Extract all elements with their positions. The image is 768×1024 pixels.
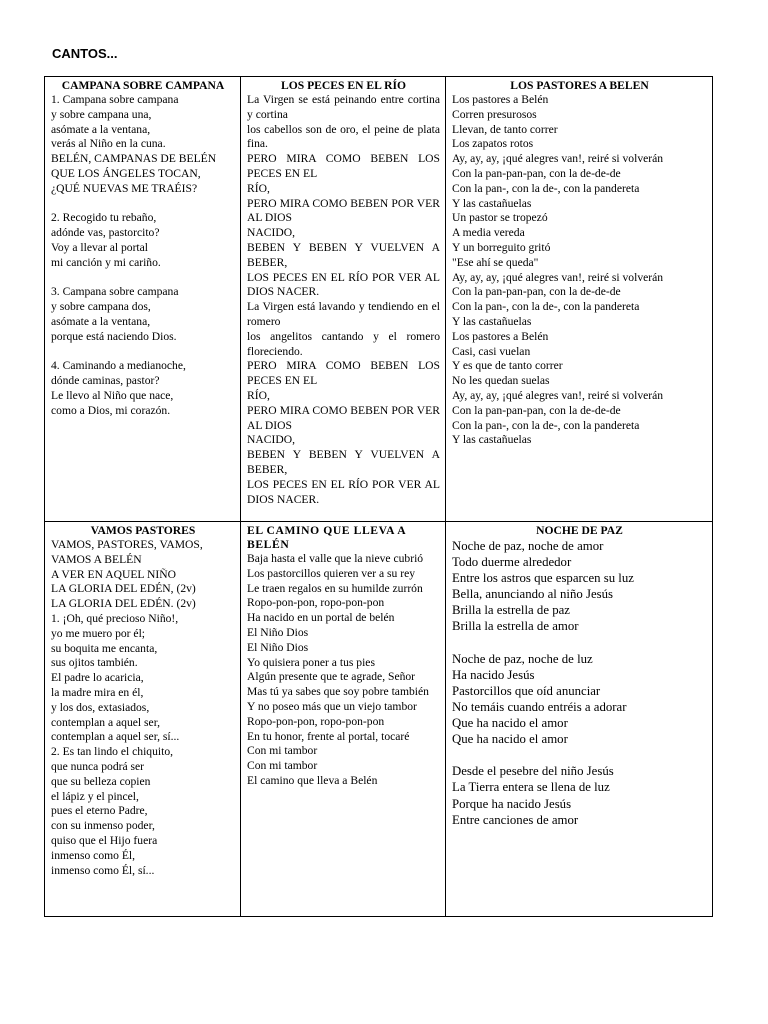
lyric-line: Ropo-pon-pon, ropo-pon-pon <box>247 596 385 610</box>
lyric-line: 1. Campana sobre campana <box>51 93 179 106</box>
stanza-break <box>452 635 707 651</box>
song-title: VAMOS PASTORES <box>90 524 196 537</box>
stanza-break <box>51 271 235 286</box>
song-title: EL CAMINO QUE LLEVA A BELÉN <box>247 524 406 551</box>
song-lyrics <box>247 552 440 789</box>
lyric-line: El Niño Dios <box>247 640 309 654</box>
song-lyrics <box>247 93 440 507</box>
lyric-line: Casi, casi vuelan <box>452 344 531 358</box>
song-title: CAMPANA SOBRE CAMPANA <box>61 79 225 92</box>
lyric-line: PERO MIRA COMO BEBEN POR VER AL DIOS <box>247 196 440 225</box>
song-title: LOS PECES EN EL RÍO <box>281 79 406 92</box>
lyric-line: que nunca podrá ser <box>51 759 145 773</box>
lyric-line: Noche de paz, noche de luz <box>452 651 593 666</box>
lyric-line: y sobre campana dos, <box>51 300 151 314</box>
lyric-line: La Virgen está lavando y tendiendo en el romero <box>247 300 440 328</box>
lyric-line: porque está naciendo Dios. <box>51 329 177 343</box>
lyric-line: BELÉN, CAMPANAS DE BELÉN <box>51 152 217 166</box>
lyric-line: Con la pan-pan-pan, con la de-de-de <box>452 166 621 180</box>
song-title: LOS PASTORES A BELEN <box>510 79 649 92</box>
lyric-line: VAMOS A BELÉN <box>51 552 142 566</box>
lyric-line: LA GLORIA DEL EDÉN, (2v) <box>51 582 196 596</box>
lyric-line: Con mi tambor <box>247 759 318 773</box>
lyric-line: 3. Campana sobre campana <box>51 285 179 299</box>
lyric-line: y sobre campana una, <box>51 107 152 121</box>
lyric-line: VAMOS, PASTORES, VAMOS, <box>51 538 203 551</box>
lyric-line: los angelitos cantando y el romero floreciendo. <box>247 329 440 358</box>
lyric-line: LOS PECES EN EL RÍO POR VER AL DIOS NACER. <box>247 477 440 506</box>
lyric-line: Con la pan-, con la de-, con la pandereta <box>452 181 640 195</box>
lyric-line: Y las castañuelas <box>452 314 532 328</box>
lyric-line: Entre canciones de amor <box>452 812 579 827</box>
lyric-line: Bella, anunciando al niño Jesús <box>452 587 613 602</box>
song-cell-peces <box>241 77 446 522</box>
lyric-line: LOS PECES EN EL RÍO POR VER AL DIOS NACER. <box>247 270 440 299</box>
lyric-line: Con mi tambor <box>247 744 318 758</box>
lyric-line: adónde vas, pastorcito? <box>51 226 160 240</box>
lyric-line: Brilla la estrella de amor <box>452 619 579 634</box>
table-row <box>45 77 713 522</box>
lyric-line: Entre los astros que esparcen su luz <box>452 571 634 586</box>
page-heading: CANTOS... <box>52 46 118 61</box>
lyric-line: dónde caminas, pastor? <box>51 374 160 388</box>
lyric-line: Y las castañuelas <box>452 196 532 210</box>
stanza-break <box>51 345 235 360</box>
lyric-line: Con la pan-, con la de-, con la pandereta <box>452 300 640 314</box>
table-row <box>45 522 713 917</box>
lyric-line: PERO MIRA COMO BEBEN LOS PECES EN EL <box>247 359 440 388</box>
lyric-line: sus ojitos también. <box>51 656 138 670</box>
lyric-line: Que ha nacido el amor <box>452 716 568 731</box>
lyric-line: Le llevo al Niño que nace, <box>51 388 174 402</box>
lyric-line: Todo duerme alrededor <box>452 555 572 570</box>
lyric-line: contemplan a aquel ser, <box>51 715 160 729</box>
lyric-line: Con la pan-pan-pan, con la de-de-de <box>452 285 621 299</box>
song-lyrics <box>452 93 707 448</box>
lyric-line: quiso que el Hijo fuera <box>51 833 158 847</box>
lyric-line: "Ese ahí se queda" <box>452 255 539 269</box>
lyric-line: y los dos, extasiados, <box>51 700 150 714</box>
lyric-line: contemplan a aquel ser, sí... <box>51 730 180 744</box>
lyric-line: BEBEN Y BEBEN Y VUELVEN A BEBER, <box>247 240 440 269</box>
lyric-line: Yo quisiera poner a tus pies <box>247 655 375 669</box>
song-cell-camino <box>241 522 446 917</box>
lyric-line: Ropo-pon-pon, ropo-pon-pon <box>247 714 385 728</box>
lyric-line: No les quedan suelas <box>452 374 550 388</box>
lyric-line: Los pastorcillos quieren ver a su rey <box>247 566 416 580</box>
lyric-line: Los zapatos rotos <box>452 137 534 151</box>
lyric-line: Y es que de tanto correr <box>452 359 563 373</box>
lyric-line: Los pastores a Belén <box>452 329 549 343</box>
lyric-line: que su belleza copien <box>51 774 151 788</box>
song-cell-campana <box>45 77 241 522</box>
lyric-line: 4. Caminando a medianoche, <box>51 359 186 373</box>
lyric-line: 2. Recogido tu rebaño, <box>51 211 157 225</box>
lyric-line: La Tierra entera se llena de luz <box>452 780 610 795</box>
lyric-line: Baja hasta el valle que la nieve cubrió <box>247 552 424 565</box>
lyric-line: Pastorcillos que oíd anunciar <box>452 683 601 698</box>
lyric-line: Brilla la estrella de paz <box>452 603 570 618</box>
lyric-line: El camino que lleva a Belén <box>247 773 378 787</box>
song-lyrics <box>51 538 235 878</box>
lyric-line: su boquita me encanta, <box>51 641 158 655</box>
lyric-line: Porque ha nacido Jesús <box>452 796 572 811</box>
lyric-line: inmenso como Él, sí... <box>51 863 155 877</box>
lyric-line: el lápiz y el pincel, <box>51 789 139 803</box>
song-lyrics <box>51 93 235 419</box>
lyric-line: BEBEN Y BEBEN Y VUELVEN A BEBER, <box>247 448 440 476</box>
lyric-line: Un pastor se tropezó <box>452 211 548 225</box>
lyric-line: con su inmenso poder, <box>51 819 155 833</box>
lyric-line: asómate a la ventana, <box>51 314 151 328</box>
lyric-line: NACIDO, <box>247 433 295 447</box>
lyric-line: Con la pan-, con la de-, con la pandereta <box>452 418 640 432</box>
lyric-line: Le traen regalos en su humilde zurrón <box>247 581 423 595</box>
lyric-line: Llevan, de tanto correr <box>452 122 558 136</box>
song-title: NOCHE DE PAZ <box>536 524 623 537</box>
lyric-line: los cabellos son de oro, el peine de plata fina. <box>247 122 440 151</box>
lyric-line: Ay, ay, ay, ¡qué alegres van!, reiré si volverán <box>452 270 664 284</box>
lyric-line: No temáis cuando entréis a adorar <box>452 699 627 714</box>
song-cell-noche <box>446 522 713 917</box>
songs-table <box>44 76 713 917</box>
lyric-line: RÍO, <box>247 388 270 402</box>
lyric-line: Ay, ay, ay, ¡qué alegres van!, reiré si volverán <box>452 152 664 166</box>
lyric-line: PERO MIRA COMO BEBEN LOS PECES EN EL <box>247 152 440 180</box>
lyric-line: como a Dios, mi corazón. <box>51 403 171 417</box>
lyric-line: El Niño Dios <box>247 625 309 639</box>
lyric-line: pues el eterno Padre, <box>51 804 148 818</box>
song-lyrics <box>452 538 707 828</box>
lyric-line: Con la pan-pan-pan, con la de-de-de <box>452 403 621 417</box>
lyric-line: A VER EN AQUEL NIÑO <box>51 567 176 581</box>
lyric-line: 2. Es tan lindo el chiquito, <box>51 745 174 759</box>
lyric-line: Que ha nacido el amor <box>452 732 568 747</box>
lyric-line: Algún presente que te agrade, Señor <box>247 670 416 684</box>
lyric-line: mi canción y mi cariño. <box>51 255 161 269</box>
lyric-line: Y un borreguito gritó <box>452 240 551 254</box>
lyric-line: yo me muero por él; <box>51 626 146 640</box>
lyric-line: A media vereda <box>452 226 525 240</box>
lyric-line: ¿QUÉ NUEVAS ME TRAÉIS? <box>51 181 198 195</box>
lyric-line: La Virgen se está peinando entre cortina y cortina <box>247 93 440 121</box>
lyric-line: PERO MIRA COMO BEBEN POR VER AL DIOS <box>247 403 440 432</box>
lyric-line: RÍO, <box>247 181 270 195</box>
lyric-line: Y no poseo más que un viejo tambor <box>247 699 417 713</box>
song-cell-pastores-belen <box>446 77 713 522</box>
lyric-line: Corren presurosos <box>452 107 537 121</box>
lyric-line: NACIDO, <box>247 226 295 240</box>
lyric-line: Los pastores a Belén <box>452 93 549 106</box>
lyric-line: QUE LOS ÁNGELES TOCAN, <box>51 166 201 180</box>
lyric-line: En tu honor, frente al portal, tocaré <box>247 729 410 743</box>
lyric-line: Noche de paz, noche de amor <box>452 539 604 553</box>
lyric-line: Desde el pesebre del niño Jesús <box>452 764 614 779</box>
lyric-line: asómate a la ventana, <box>51 122 151 136</box>
lyric-line: la madre mira en él, <box>51 685 144 699</box>
lyric-line: Mas tú ya sabes que soy pobre también <box>247 685 429 699</box>
song-cell-vamos <box>45 522 241 917</box>
lyric-line: Ay, ay, ay, ¡qué alegres van!, reiré si volverán <box>452 388 664 402</box>
lyric-line: Y las castañuelas <box>452 433 532 447</box>
stanza-break <box>51 197 235 212</box>
lyric-line: El padre lo acaricia, <box>51 671 144 685</box>
lyric-line: verás al Niño en la cuna. <box>51 137 166 151</box>
lyric-line: Voy a llevar al portal <box>51 240 149 254</box>
lyric-line: LA GLORIA DEL EDÉN. (2v) <box>51 597 196 611</box>
lyric-line: inmenso como Él, <box>51 848 136 862</box>
lyric-line: 1. ¡Oh, qué precioso Niño!, <box>51 611 179 625</box>
stanza-break <box>452 747 707 763</box>
lyric-line: Ha nacido Jesús <box>452 667 535 682</box>
lyric-line: Ha nacido en un portal de belén <box>247 611 395 625</box>
